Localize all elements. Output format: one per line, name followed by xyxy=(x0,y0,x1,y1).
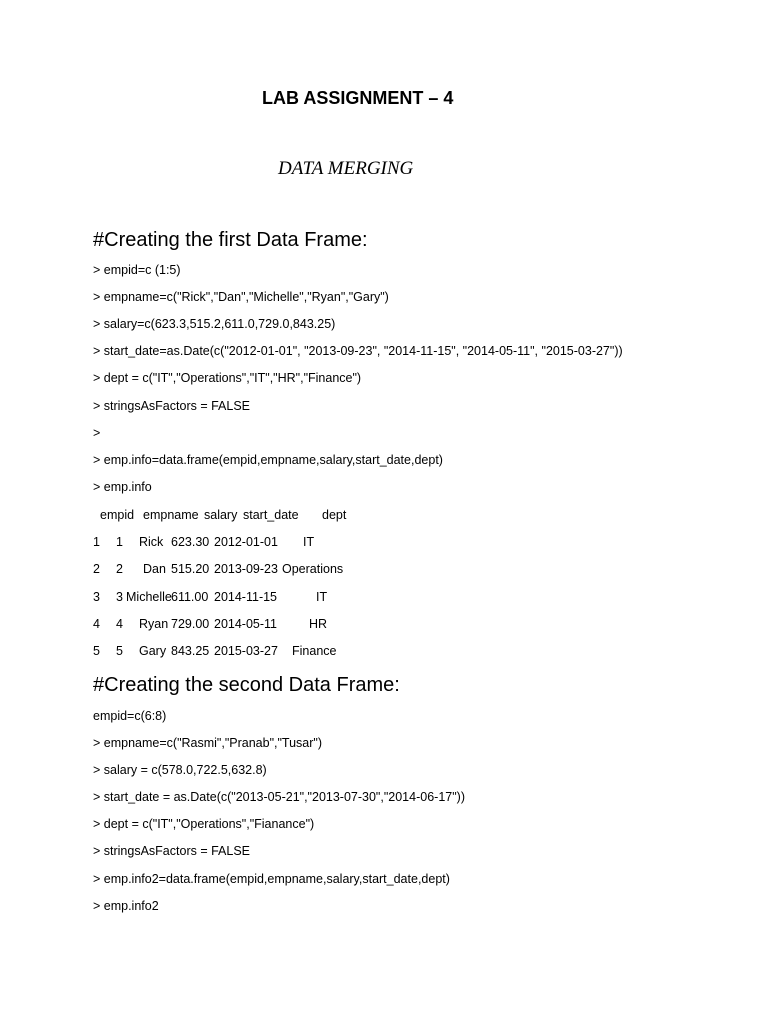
cell-empid: 2 xyxy=(116,562,123,576)
header-dept: dept xyxy=(322,508,347,522)
code-line: empid=c(6:8) xyxy=(93,709,167,723)
cell-start-date: 2012-01-01 xyxy=(214,535,278,549)
code-line: > stringsAsFactors = FALSE xyxy=(93,844,251,858)
page-title: LAB ASSIGNMENT – 4 xyxy=(262,88,454,108)
table-row xyxy=(93,535,393,551)
page-subtitle: DATA MERGING xyxy=(278,158,414,179)
table-row xyxy=(93,644,393,660)
cell-dept: IT xyxy=(303,535,315,549)
code-line: > dept = c("IT","Operations","IT","HR","Finance") xyxy=(93,371,362,385)
cell-dept: Finance xyxy=(292,644,337,658)
row-index: 2 xyxy=(93,562,100,576)
code-line: > empname=c("Rasmi","Pranab","Tusar") xyxy=(93,736,323,750)
code-line: > start_date = as.Date(c("2013-05-21","2013-07-30","2014-06-17")) xyxy=(93,790,465,804)
cell-salary: 843.25 xyxy=(171,644,210,658)
section-heading-second-frame: #Creating the second Data Frame: xyxy=(93,674,400,696)
cell-empname: Gary xyxy=(139,644,167,658)
header-empname: empname xyxy=(143,508,199,522)
cell-salary: 515.20 xyxy=(171,562,210,576)
table-row xyxy=(93,590,393,606)
section-heading-first-frame: #Creating the first Data Frame: xyxy=(93,229,368,251)
cell-start-date: 2014-11-15 xyxy=(214,590,278,604)
cell-empid: 3 xyxy=(116,590,123,604)
cell-empname: Rick xyxy=(139,535,164,549)
cell-start-date: 2013-09-23 xyxy=(214,562,278,576)
table-row xyxy=(93,562,393,578)
code-line: > empname=c("Rick","Dan","Michelle","Ryan","Gary") xyxy=(93,290,389,304)
cell-dept: HR xyxy=(309,617,328,631)
output-table-header xyxy=(93,508,393,524)
cell-dept: Operations xyxy=(282,562,344,576)
code-line: > salary = c(578.0,722.5,632.8) xyxy=(93,763,267,777)
cell-salary: 611.00 xyxy=(171,590,209,604)
code-line: > emp.info2 xyxy=(93,899,159,913)
code-line: > emp.info xyxy=(93,480,152,494)
code-line: > empid=c (1:5) xyxy=(93,263,181,277)
header-salary: salary xyxy=(204,508,238,522)
code-line: > xyxy=(93,426,101,440)
cell-empname: Michelle xyxy=(126,590,172,604)
cell-empname: Ryan xyxy=(139,617,169,631)
cell-empid: 4 xyxy=(116,617,123,631)
table-row xyxy=(93,617,393,633)
cell-empid: 1 xyxy=(116,535,123,549)
row-index: 3 xyxy=(93,590,100,604)
code-line: > dept = c("IT","Operations","Fianance") xyxy=(93,817,315,831)
cell-salary: 623.30 xyxy=(171,535,210,549)
cell-empname: Dan xyxy=(143,562,166,576)
cell-start-date: 2015-03-27 xyxy=(214,644,278,658)
code-line: > emp.info=data.frame(empid,empname,salary,start_date,dept) xyxy=(93,453,443,467)
cell-empid: 5 xyxy=(116,644,123,658)
row-index: 5 xyxy=(93,644,100,658)
code-line: > start_date=as.Date(c("2012-01-01", "2013-09-23", "2014-11-15", "2014-05-11", "2015-03-27")) xyxy=(93,344,623,358)
cell-salary: 729.00 xyxy=(171,617,210,631)
header-start-date: start_date xyxy=(243,508,299,522)
code-line: > emp.info2=data.frame(empid,empname,salary,start_date,dept) xyxy=(93,872,450,886)
code-line: > salary=c(623.3,515.2,611.0,729.0,843.25) xyxy=(93,317,336,331)
row-index: 4 xyxy=(93,617,100,631)
header-empid: empid xyxy=(100,508,135,522)
cell-dept: IT xyxy=(316,590,328,604)
code-line: > stringsAsFactors = FALSE xyxy=(93,399,251,413)
row-index: 1 xyxy=(93,535,100,549)
cell-start-date: 2014-05-11 xyxy=(214,617,278,631)
